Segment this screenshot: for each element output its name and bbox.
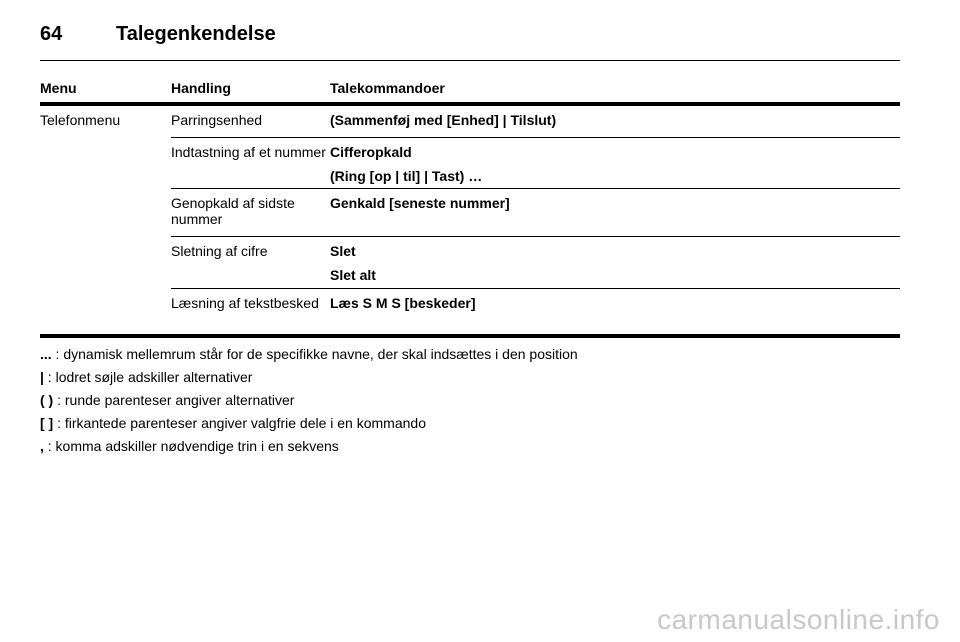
note-item: [40, 415, 900, 438]
action-cell: Læsning af tekstbesked: [171, 295, 319, 311]
column-header-action: Handling: [171, 80, 231, 96]
action-cell: Genopkald af sidste nummer: [171, 195, 295, 227]
column-header-commands: Talekommandoer: [330, 80, 445, 96]
command-text: (Sammenføj med [Enhed] | Tilslut): [330, 112, 557, 128]
table-row: [171, 106, 900, 137]
note-text: : firkantede parenteser angiver valgfrie dele i en kommando: [53, 415, 426, 431]
watermark: carmanualsonline.info: [657, 604, 940, 635]
legend-notes: [40, 346, 900, 461]
note-text: : komma adskiller nødvendige trin i en sekvens: [43, 438, 339, 454]
header-divider: [40, 60, 900, 61]
action-cell: Parringsenhed: [171, 112, 263, 128]
command-text: Slet: [330, 243, 356, 259]
voice-command-table: [40, 80, 900, 338]
note-symbol: ,: [40, 438, 44, 454]
menu-cell: Telefonmenu: [40, 112, 121, 128]
note-item: [40, 392, 900, 415]
command-text: Slet alt: [330, 267, 376, 283]
command-text: Cifferopkald: [330, 144, 412, 160]
note-item: [40, 369, 900, 392]
note-text: : runde parenteser angiver alternativer: [53, 392, 295, 408]
page-header: [40, 19, 276, 49]
command-text: Genkald [seneste nummer]: [330, 195, 510, 211]
page-number: 64: [40, 22, 63, 45]
note-item: [40, 438, 900, 461]
command-text: (Ring [op | til] | Tast) …: [330, 168, 483, 184]
page-title: Talegenkendelse: [116, 22, 276, 45]
table-row: [171, 188, 900, 236]
command-text: Læs S M S [beskeder]: [330, 295, 476, 311]
table-row: [171, 236, 900, 288]
table-header: [40, 80, 900, 106]
note-symbol: ...: [40, 346, 52, 362]
note-symbol: [ ]: [40, 415, 54, 431]
note-text: : lodret søjle adskiller alternativer: [43, 369, 253, 385]
table-row: [171, 288, 900, 334]
action-cell: Sletning af cifre: [171, 243, 268, 259]
table-group-phone-menu: [40, 106, 900, 338]
action-cell: Indtastning af et nummer: [171, 144, 326, 160]
note-text: : dynamisk mellemrum står for de specifikke navne, der skal indsættes i den position: [51, 346, 578, 362]
column-header-menu: Menu: [40, 80, 77, 96]
note-symbol: |: [40, 369, 44, 385]
note-symbol: ( ): [40, 392, 54, 408]
table-row: [171, 137, 900, 188]
note-item: [40, 346, 900, 369]
